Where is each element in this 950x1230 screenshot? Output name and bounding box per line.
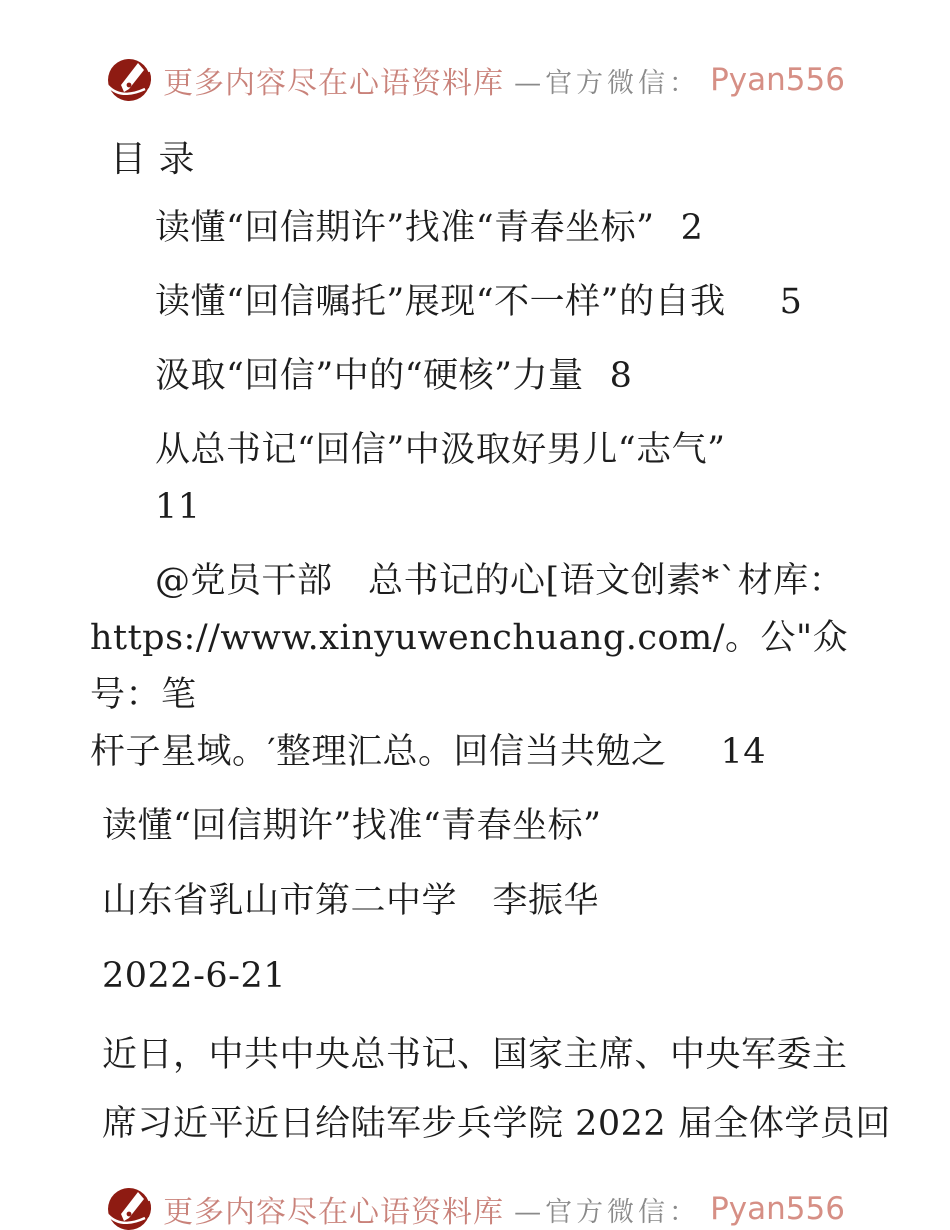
toc-entry <box>90 348 895 405</box>
toc-page-number: 8 <box>609 356 633 396</box>
wechat-id: Pyan556 <box>710 1191 845 1227</box>
toc-entry-title-line: https://www.xinyuwenchuang.com/。公"众号：笔 <box>90 618 849 715</box>
toc-entry <box>90 553 895 781</box>
pen-logo-icon <box>105 1185 153 1230</box>
toc-entry-title-line: @党员干部 总书记的心[语文创素*`材库： <box>155 561 845 601</box>
article-byline: 山东省乳山市第二中学 李振华 <box>102 881 600 921</box>
document-content <box>0 130 950 1159</box>
article-date: 2022-6-21 <box>102 956 287 996</box>
paragraph-line: 席习近平近日给陆军步兵学院 2022 届全体学员回 <box>102 1104 891 1144</box>
header-brandbar <box>0 0 950 104</box>
brand-text: 更多内容尽在心语资料库 <box>163 66 505 101</box>
toc-page-number: 14 <box>720 732 766 772</box>
brand-text: 更多内容尽在心语资料库 <box>163 1195 505 1230</box>
toc-page-number: 5 <box>779 282 803 322</box>
toc-page-number: 2 <box>680 208 704 248</box>
toc-entry-title-line: 杆子星域。′整理汇总。回信当共勉之 <box>90 732 667 772</box>
brand-divider-text: —官方微信： <box>514 67 701 99</box>
toc-entry <box>90 200 895 257</box>
paragraph-line: 近日，中共中央总书记、国家主席、中央军委主 <box>102 1035 848 1075</box>
toc-entry <box>90 422 895 536</box>
brand-divider-text: —官方微信： <box>514 1196 701 1228</box>
toc-page-number: 11 <box>155 487 201 527</box>
toc-entry <box>90 274 895 331</box>
toc-entry-title: 从总书记“回信”中汲取好男儿“志气” <box>155 430 726 470</box>
toc-entry-title: 汲取“回信”中的“硬核”力量 <box>155 356 584 396</box>
wechat-id: Pyan556 <box>710 62 845 98</box>
toc-title: 目 录 <box>110 139 195 180</box>
article-title: 读懂“回信期许”找准“青春坐标” <box>102 806 602 846</box>
toc-entry-title: 读懂“回信嘱托”展现“不一样”的自我 <box>155 282 726 322</box>
pen-logo-icon <box>105 56 153 104</box>
toc-entry-title: 读懂“回信期许”找准“青春坐标” <box>155 208 655 248</box>
footer-brandbar <box>0 1185 950 1230</box>
